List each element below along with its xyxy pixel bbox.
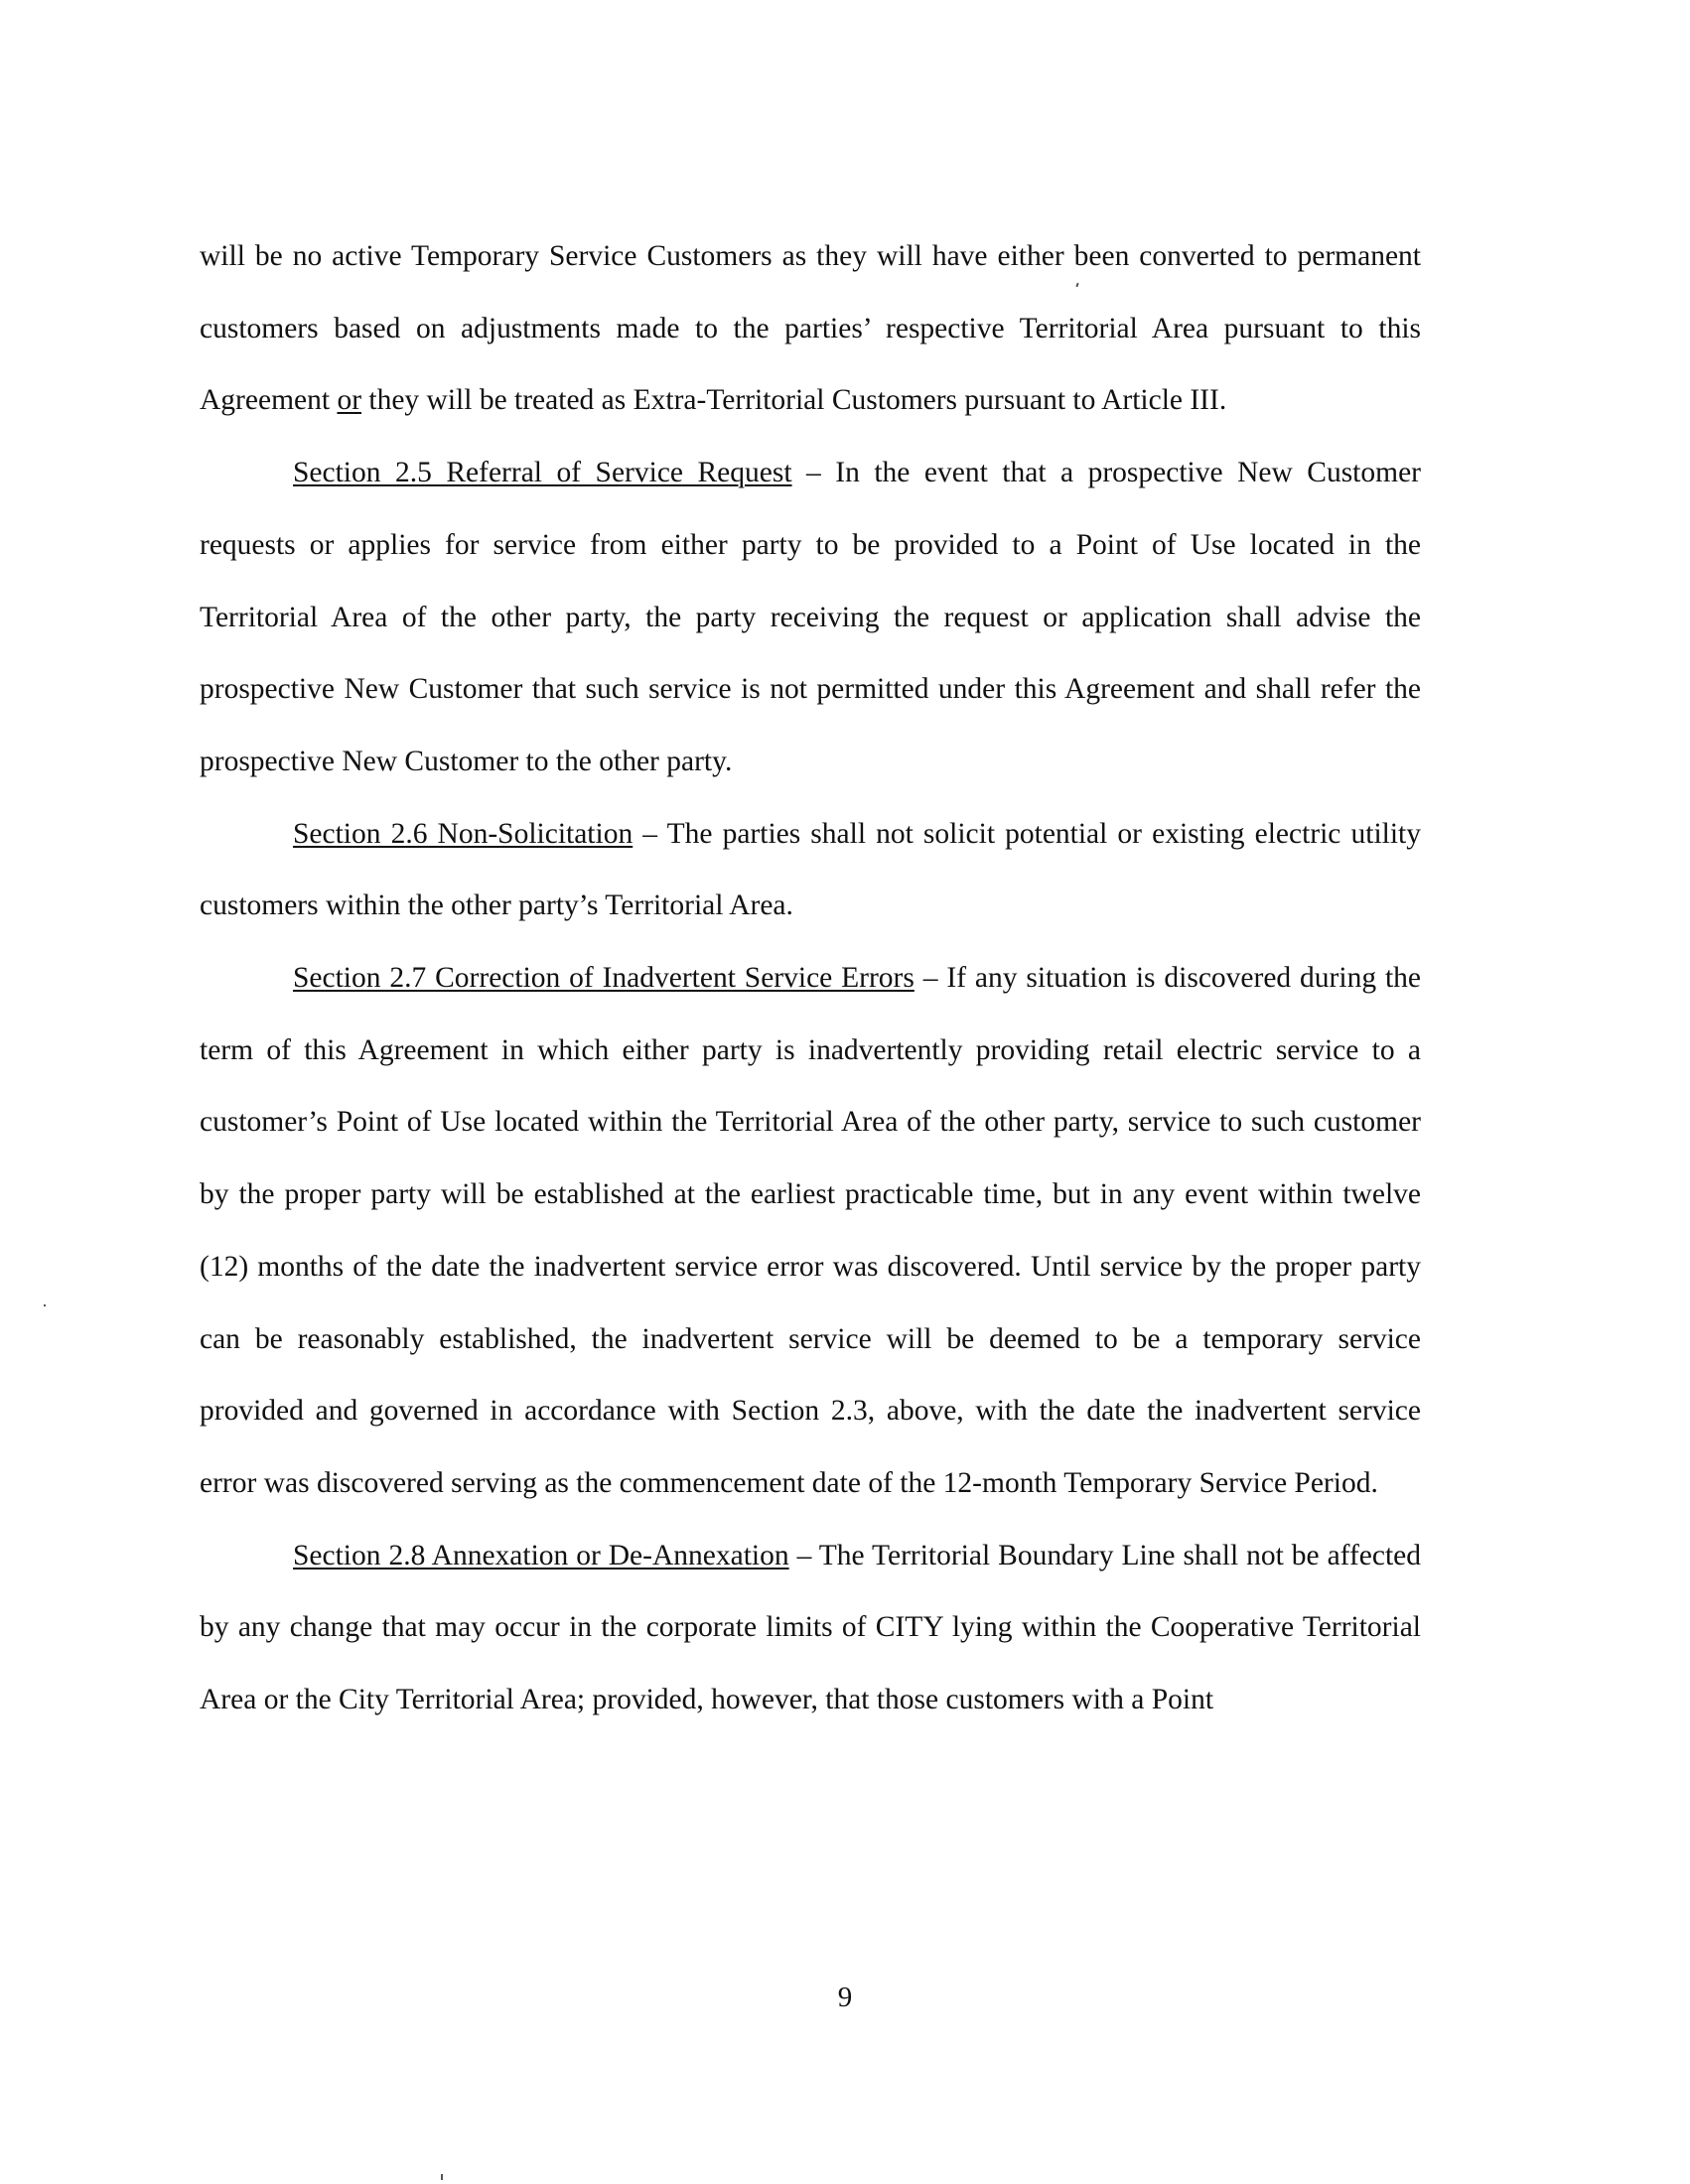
section-2-6-body: – The parties shall not solicit potential or existing electric utility customers within the other party’s Territorial Area. [200, 817, 1421, 922]
section-2-5-body: – In the event that a prospective New Customer requests or applies for service from either party to be provided to a Point of Use located in the Territorial Area of the other party, the party receiving the request or application shall advise the prospective New Customer that such service is not permitted under this Agreement and shall refer the prospective New Customer to the other party. [200, 457, 1421, 777]
section-2-7-paragraph [200, 942, 1421, 1520]
section-2-8-body: – The Territorial Boundary Line shall not be affected by any change that may occur in the corporate limits of CITY lying within the Cooperative Territorial Area or the City Territorial Area; provided, however, that those customers with a Point [200, 1539, 1422, 1716]
document-body [200, 220, 1421, 1736]
continuation-text-1: will be no active Temporary Service Customers as they will have either been converted to permanent customers based on adjustments made to the parties’ respective Territorial Area pursuant to this Agreement [200, 240, 1421, 417]
paragraph-continuation [200, 220, 1421, 437]
section-2-7-heading: Section 2.7 Correction of Inadvertent Service Errors [293, 962, 915, 995]
page-number: 9 [837, 1981, 853, 2013]
continuation-text-2: they will be treated as Extra-Territorial Customers pursuant to Article III. [361, 384, 1227, 417]
section-2-6-heading: Section 2.6 Non-Solicitation [293, 817, 634, 850]
scan-speck [44, 1304, 46, 1306]
section-2-6-paragraph [200, 798, 1421, 942]
section-2-5-paragraph [200, 437, 1421, 798]
section-2-8-paragraph [200, 1520, 1421, 1736]
section-2-7-body: – If any situation is discovered during the term of this Agreement in which either party is inadvertently providing retail electric service to a customer’s Point of Use located within the Territorial Area of the other party, service to such customer by the proper party will be established at the earliest practicable time, but in any event within twelve (12) months of the date the inadvertent service error was discovered. Until service by the proper party can be reasonably established, the inadvertent service will be deemed to be a temporary service provided and governed in accordance with Section 2.3, above, with the date the inadvertent service error was discovered serving as the commencement date of the 12-month Temporary Service Period. [200, 962, 1421, 1499]
scan-speck [441, 2174, 443, 2180]
underlined-or: or [337, 384, 362, 417]
section-2-5-heading: Section 2.5 Referral of Service Request [293, 457, 792, 489]
section-2-8-heading: Section 2.8 Annexation or De-Annexation [293, 1539, 789, 1571]
